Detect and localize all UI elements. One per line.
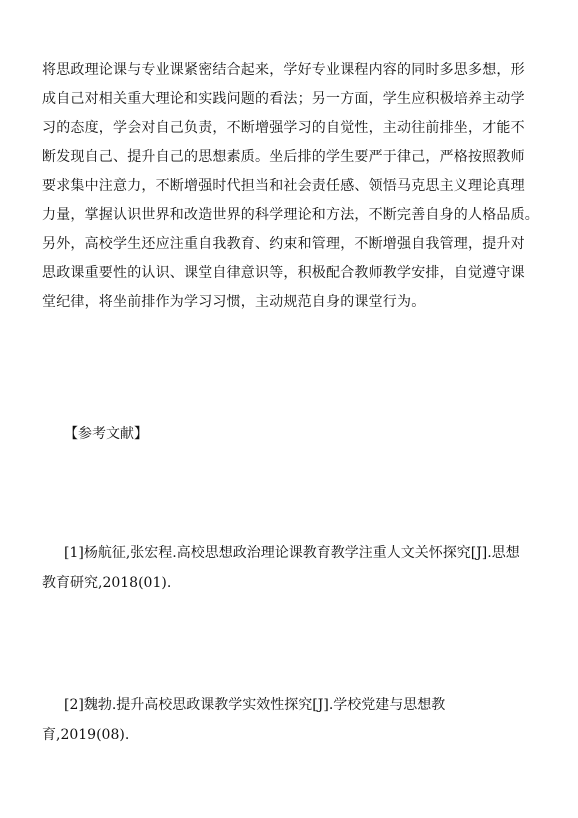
paragraph-line: 另外，高校学生还应注重自我教育、约束和管理，不断增强自我管理，提升对: [42, 236, 525, 252]
paragraph-line: 思政课重要性的认识、课堂自律意识等，积极配合教师教学安排，自觉遵守课: [42, 265, 525, 281]
reference-line: 育,2019(08).: [42, 727, 130, 743]
paragraph-line: 断发现自己、提升自己的思想素质。坐后排的学生要严于律己，严格按照教师: [42, 149, 525, 165]
body-paragraph: [42, 56, 542, 317]
paragraph-line: 堂纪律，将坐前排作为学习习惯，主动规范自身的课堂行为。: [42, 294, 426, 310]
reference-line: [2]魏勃.提升高校思政课教学实效性探究[J].学校党建与思想教: [64, 697, 446, 713]
reference-line: [1]杨航征,张宏程.高校思想政治理论课教育教学注重人文关怀探究[J].思想: [64, 545, 520, 561]
reference-line: 教育研究,2018(01).: [42, 575, 172, 591]
references-heading: 【参考文献】: [64, 426, 148, 442]
paragraph-line: 要求集中注意力，不断增强时代担当和社会责任感、领悟马克思主义理论真理: [42, 178, 525, 194]
paragraph-line: 力量，掌握认识世界和改造世界的科学理论和方法，不断完善自身的人格品质。: [42, 207, 539, 223]
paragraph-line: 将思政理论课与专业课紧密结合起来，学好专业课程内容的同时多思多想，形: [42, 62, 525, 78]
reference-item: [42, 538, 542, 598]
paragraph-line: 成自己对相关重大理论和实践问题的看法；另一方面，学生应积极培养主动学: [42, 91, 525, 107]
reference-item: [42, 690, 542, 750]
paragraph-line: 习的态度，学会对自己负责，不断增强学习的自觉性，主动往前排坐，才能不: [42, 120, 525, 136]
